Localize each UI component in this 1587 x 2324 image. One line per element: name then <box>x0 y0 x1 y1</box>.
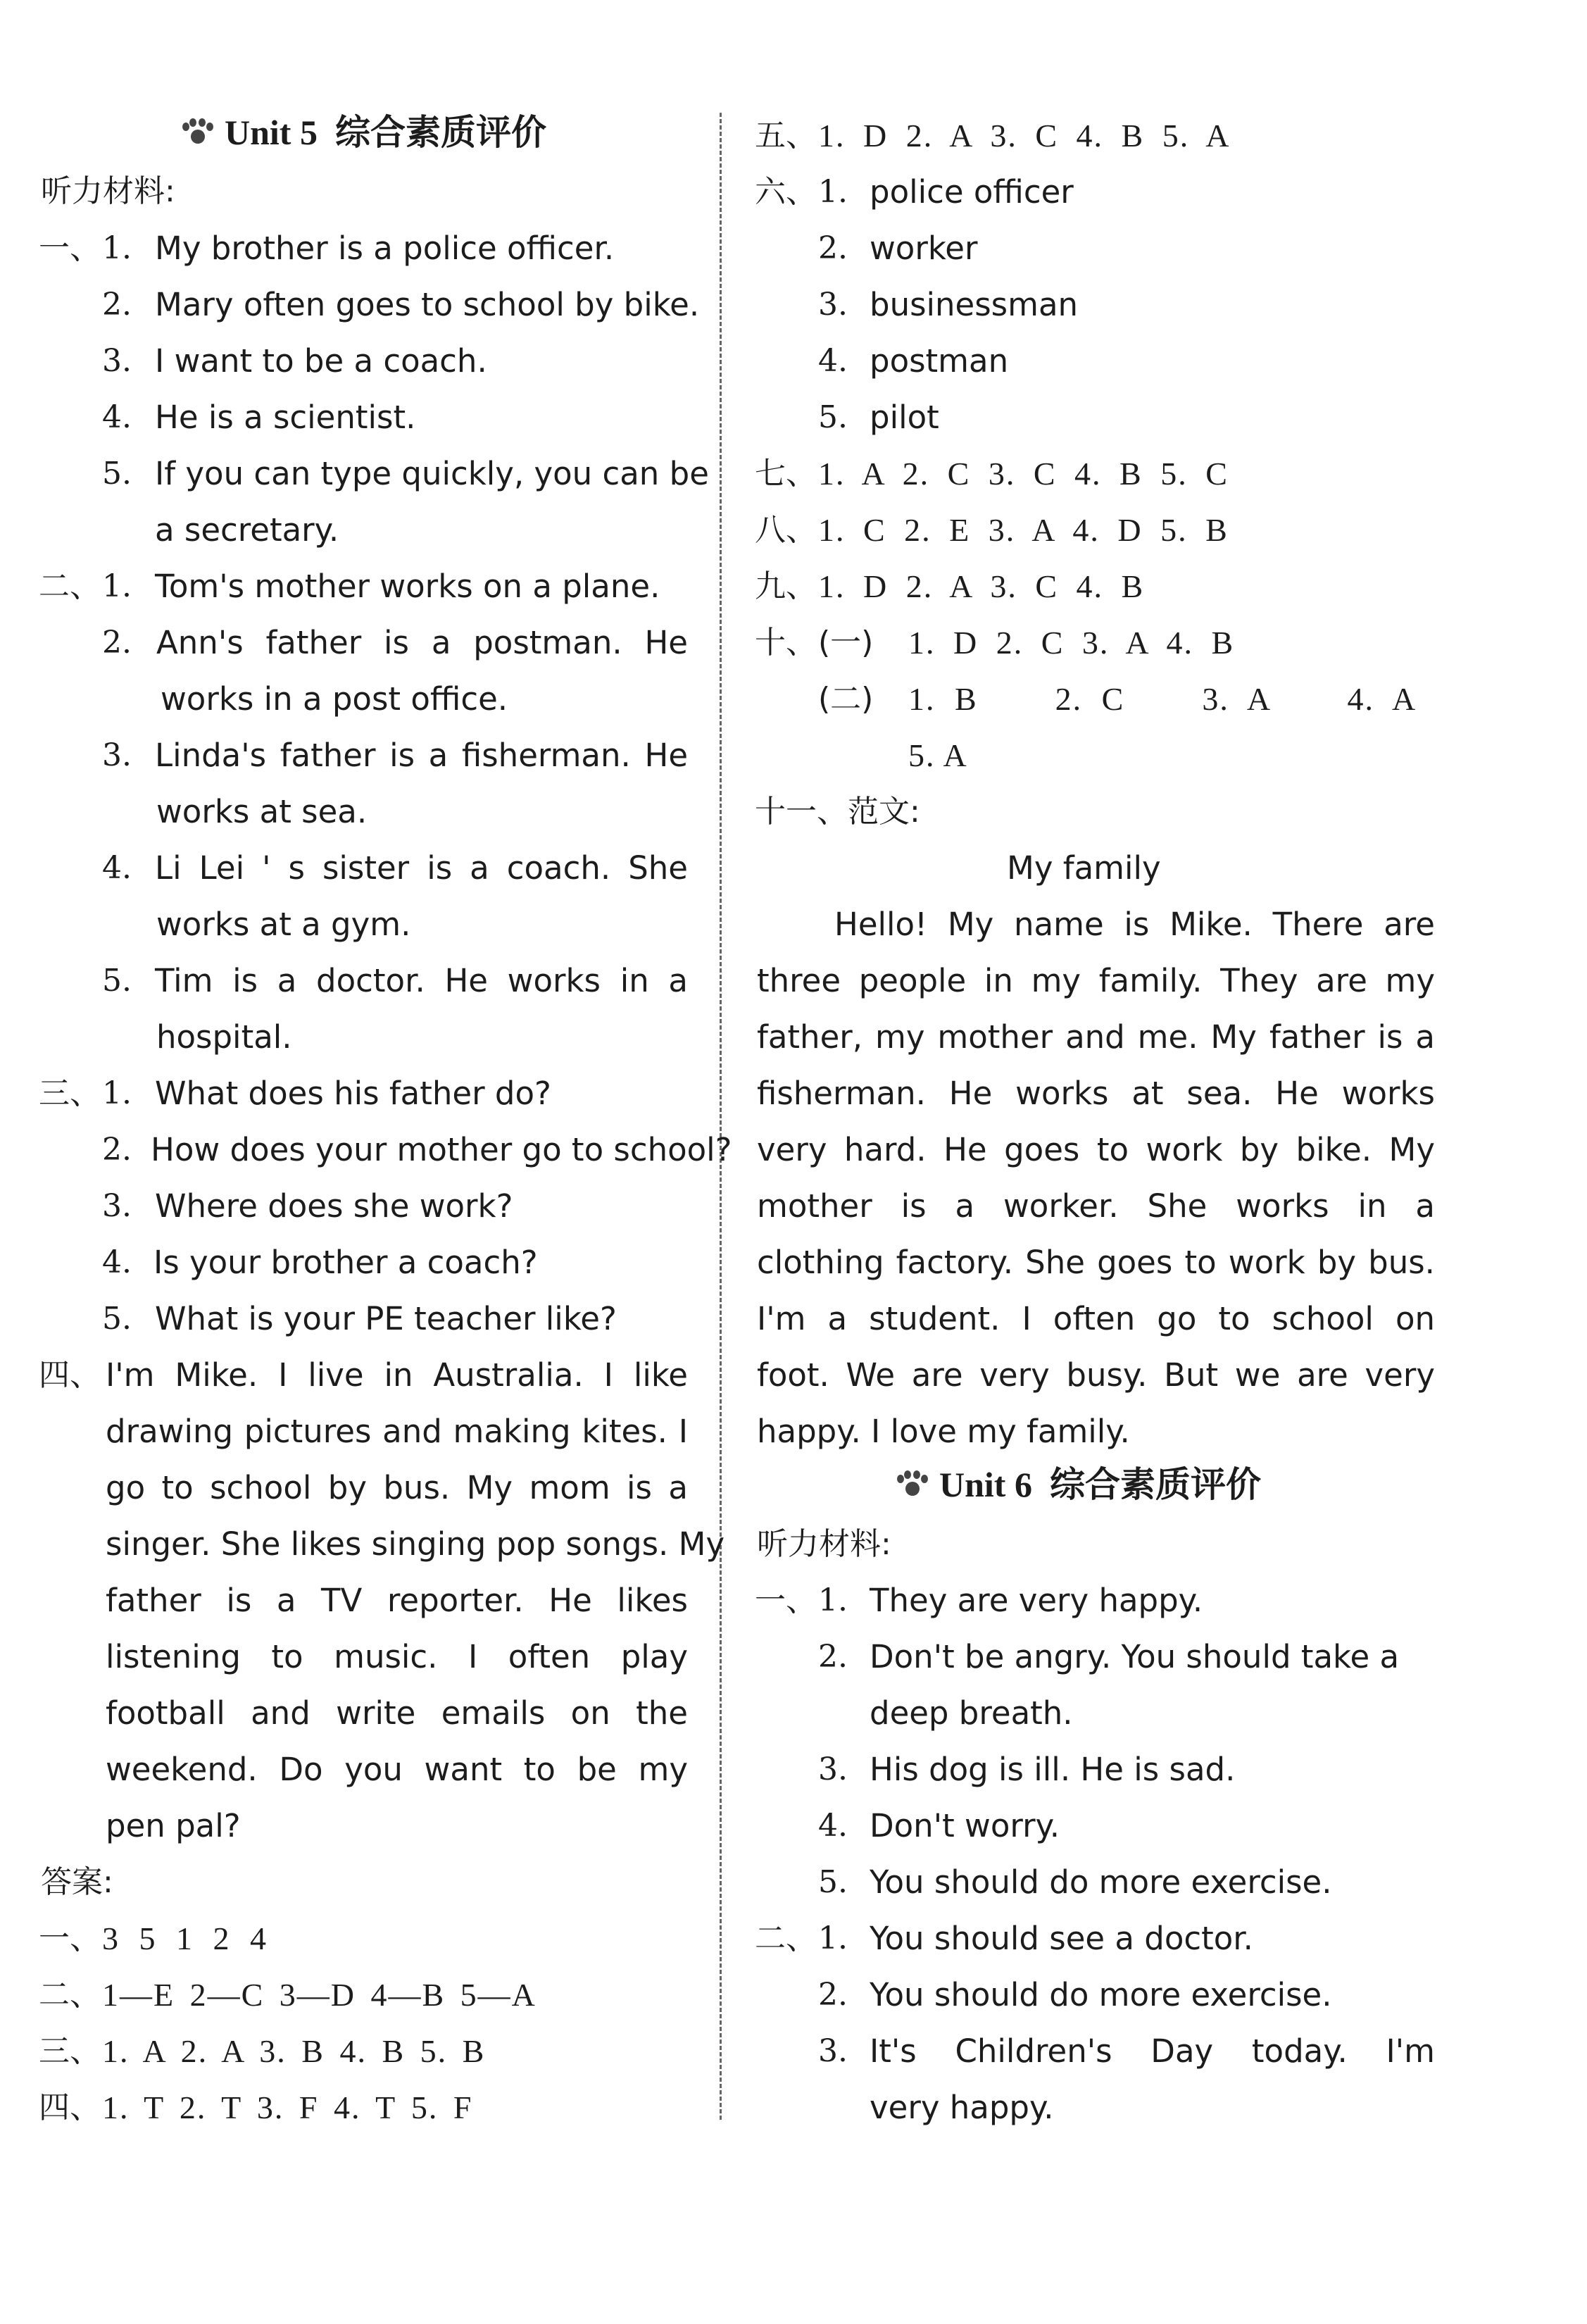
u5-ans-3-label: 三、 <box>39 2033 101 2069</box>
a10-part1-label: (一) <box>818 625 874 661</box>
a10-part2-label: (二) <box>818 681 874 717</box>
a6-label: 六、 <box>755 174 817 210</box>
u6-s1-num-3: 3. <box>818 1751 848 1787</box>
unit6-title-zh: 综合素质评价 <box>1049 1465 1261 1504</box>
u5-s1-num-4: 4. <box>102 399 132 435</box>
u6-s2-text-2: You should do more exercise. <box>870 1976 1332 2013</box>
u5-s1-text-1: My brother is a police officer. <box>155 230 615 267</box>
u5-ans-1-label: 一、 <box>39 1920 101 1956</box>
u6-s1-text-2: Don't be angry. You should take a <box>870 1638 1400 1675</box>
u5-s2-text-5: Tim is a doctor. He works in a <box>155 962 688 999</box>
a10-label: 十、 <box>755 625 817 661</box>
essay-line-3: father, my mother and me. My father is a <box>757 1018 1435 1056</box>
u5-s2-num-2: 2. <box>102 625 132 661</box>
a6-num-3: 3. <box>818 287 848 323</box>
u5-s2-text-3b: works at sea. <box>156 793 368 830</box>
u5-s2-num-4: 4. <box>102 850 132 886</box>
essay-line-4: fisherman. He works at sea. He works <box>757 1075 1435 1112</box>
a6-text-5: pilot <box>870 399 939 436</box>
u5-s1-num-5: 5. <box>102 456 132 492</box>
u5-s3-label: 三、 <box>39 1075 101 1111</box>
u5-s1-text-5: If you can type quickly, you can be <box>155 455 709 492</box>
a6-text-4: postman <box>870 342 1009 380</box>
a7-text: 1. A 2. C 3. C 4. B 5. C <box>818 456 1229 492</box>
essay-line-7: clothing factory. She goes to work by bus. <box>757 1244 1435 1281</box>
u5-s2-text-2b: works in a post office. <box>161 680 508 718</box>
essay-line-9: foot. We are very busy. But we are very <box>757 1356 1435 1394</box>
u6-s1-num-5: 5. <box>818 1864 848 1900</box>
a10-part2-text: 1. B 2. C 3. A 4. A <box>908 681 1417 717</box>
a8-label: 八、 <box>755 512 817 548</box>
u5-ans-1-text: 3 5 1 2 4 <box>102 1920 268 1956</box>
u6-s2-text-3b: very happy. <box>870 2089 1054 2126</box>
u6-s1-text-1: They are very happy. <box>870 1582 1203 1619</box>
u6-s2-num-3: 3. <box>818 2033 848 2069</box>
u5-ans-4-text: 1. T 2. T 3. F 4. T 5. F <box>102 2089 473 2125</box>
u6-s2-label: 二、 <box>755 1920 817 1956</box>
essay-line-6: mother is a worker. She works in a <box>757 1187 1435 1225</box>
u5-ans-2-text: 1—E 2—C 3—D 4—B 5—A <box>102 1977 537 2013</box>
u5-s4-label: 四、 <box>39 1357 101 1393</box>
u5-s1-label: 一、 <box>39 230 101 266</box>
u5-ans-3-text: 1. A 2. A 3. B 4. B 5. B <box>102 2033 486 2069</box>
a8-text: 1. C 2. E 3. A 4. D 5. B <box>818 512 1229 548</box>
u5-s2-num-3: 3. <box>102 737 132 773</box>
a6-text-3: businessman <box>870 286 1079 323</box>
u5-s4-line-8: weekend. Do you want to be my <box>106 1751 688 1788</box>
u5-answers-label: 答案: <box>41 1864 113 1900</box>
u6-s1-num-4: 4. <box>818 1808 848 1844</box>
u5-s2-text-2: Ann's father is a postman. He <box>156 624 688 661</box>
u5-s2-text-3: Linda's father is a fisherman. He <box>155 737 688 774</box>
u6-s2-num-1: 1. <box>818 1920 848 1956</box>
u6-s1-text-5: You should do more exercise. <box>870 1863 1332 1901</box>
a5-text: 1. D 2. A 3. C 4. B 5. A <box>818 118 1231 154</box>
u6-s1-text-2b: deep breath. <box>870 1694 1073 1732</box>
u5-s4-line-6: listening to music. I often play <box>106 1638 688 1675</box>
u5-s4-line-5: father is a TV reporter. He likes <box>106 1582 688 1619</box>
a10-part2-text-b: 5. A <box>908 737 968 773</box>
u5-s3-text-3: Where does she work? <box>155 1187 513 1225</box>
u5-s1-text-5b: a secretary. <box>155 511 339 549</box>
u5-s2-label: 二、 <box>39 568 101 604</box>
u5-s4-line-7: football and write emails on the <box>106 1694 688 1732</box>
u5-ans-2-label: 二、 <box>39 1977 101 2013</box>
unit5-listening-label: 听力材料: <box>41 173 175 209</box>
u6-s1-num-1: 1. <box>818 1582 848 1618</box>
u5-s2-num-1: 1. <box>102 568 132 604</box>
unit6-title <box>894 1463 1261 1506</box>
essay-line-2: three people in my family. They are my <box>757 962 1435 999</box>
a10-part1-text: 1. D 2. C 3. A 4. B <box>908 625 1235 661</box>
paw-icon <box>180 118 215 146</box>
u5-s3-num-3: 3. <box>102 1188 132 1224</box>
essay-line-5: very hard. He goes to work by bike. My <box>757 1131 1435 1168</box>
u5-s1-num-1: 1. <box>102 230 132 266</box>
a9-label: 九、 <box>755 568 817 604</box>
u6-s1-num-2: 2. <box>818 1639 848 1675</box>
unit5-title-zh: 综合素质评价 <box>334 113 546 152</box>
unit5-title <box>180 111 546 154</box>
u5-s4-line-9: pen pal? <box>106 1807 241 1844</box>
unit6-listening-label: 听力材料: <box>757 1526 891 1562</box>
u5-s4-line-4: singer. She likes singing pop songs. My <box>106 1525 725 1563</box>
u6-s2-text-3: It's Children's Day today. I'm <box>870 2032 1435 2070</box>
u5-s3-num-2: 2. <box>102 1132 132 1168</box>
u5-s1-num-3: 3. <box>102 343 132 379</box>
u5-s3-text-5: What is your PE teacher like? <box>155 1300 617 1337</box>
a5-label: 五、 <box>755 118 817 154</box>
unit6-title-unit: Unit 6 <box>939 1465 1032 1504</box>
a6-text-1: police officer <box>870 173 1074 211</box>
u5-s3-text-2: How does your mother go to school? <box>151 1131 732 1168</box>
essay-line-8: I'm a student. I often go to school on <box>757 1300 1435 1337</box>
u5-s3-num-4: 4. <box>102 1244 132 1280</box>
unit5-title-unit: Unit 5 <box>225 113 318 152</box>
a9-text: 1. D 2. A 3. C 4. B <box>818 568 1145 604</box>
u6-s2-num-2: 2. <box>818 1977 848 2013</box>
u5-s1-num-2: 2. <box>102 287 132 323</box>
u5-s2-text-1: Tom's mother works on a plane. <box>155 568 660 605</box>
u5-s1-text-3: I want to be a coach. <box>155 342 487 380</box>
u5-s2-text-4b: works at a gym. <box>156 906 411 943</box>
u6-s1-text-4: Don't worry. <box>870 1807 1060 1844</box>
a7-label: 七、 <box>755 456 817 492</box>
u5-s2-num-5: 5. <box>102 963 132 999</box>
essay-title: My family <box>1007 849 1161 887</box>
a6-num-2: 2. <box>818 230 848 266</box>
a6-text-2: worker <box>870 230 978 267</box>
u5-s4-line-1: I'm Mike. I live in Australia. I like <box>106 1356 688 1394</box>
column-divider <box>720 113 722 2120</box>
u6-s2-text-1: You should see a doctor. <box>870 1920 1253 1957</box>
a11-label: 十一、范文: <box>755 794 920 830</box>
u5-s4-line-3: go to school by bus. My mom is a <box>106 1469 688 1506</box>
u6-s1-label: 一、 <box>755 1582 817 1618</box>
u5-s3-num-5: 5. <box>102 1301 132 1337</box>
essay-line-1: Hello! My name is Mike. There are <box>834 906 1435 943</box>
essay-line-10: happy. I love my family. <box>757 1413 1130 1450</box>
u5-s3-text-1: What does his father do? <box>155 1075 551 1112</box>
u5-ans-4-label: 四、 <box>39 2089 101 2125</box>
u5-s3-num-1: 1. <box>102 1075 132 1111</box>
a6-num-1: 1. <box>818 174 848 210</box>
paw-icon <box>894 1470 929 1499</box>
a6-num-4: 4. <box>818 343 848 379</box>
u5-s2-text-4: Li Lei ' s sister is a coach. She <box>155 849 688 887</box>
u5-s3-text-4: Is your brother a coach? <box>153 1244 538 1281</box>
u6-s1-text-3: His dog is ill. He is sad. <box>870 1751 1236 1788</box>
u5-s4-line-2: drawing pictures and making kites. I <box>106 1413 688 1450</box>
a6-num-5: 5. <box>818 399 848 435</box>
u5-s2-text-5b: hospital. <box>156 1018 292 1056</box>
u5-s1-text-2: Mary often goes to school by bike. <box>155 286 700 323</box>
u5-s1-text-4: He is a scientist. <box>155 399 416 436</box>
